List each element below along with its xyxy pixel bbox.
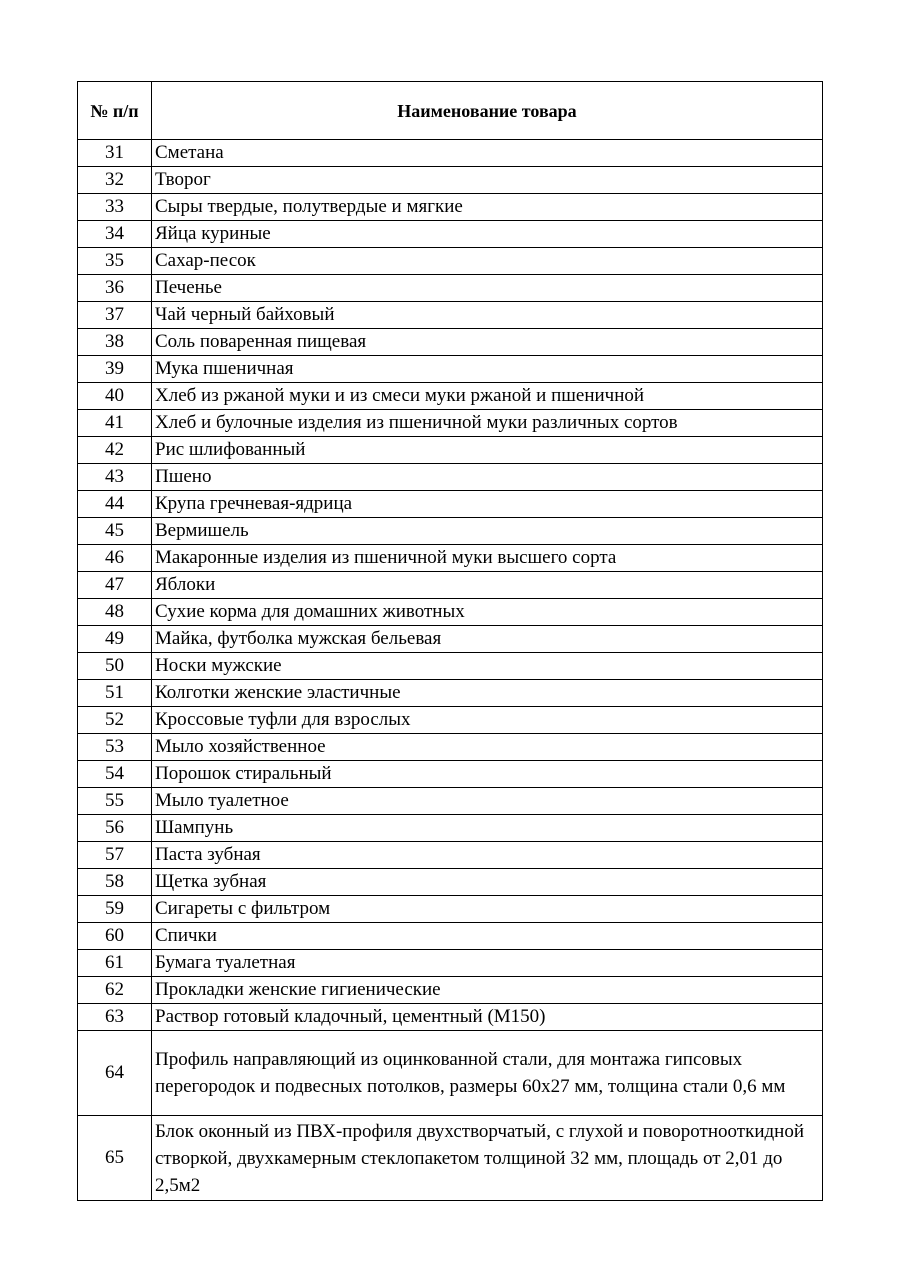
row-number: 60 — [78, 923, 152, 950]
table-row — [78, 383, 823, 410]
product-name: Блок оконный из ПВХ-профиля двухстворчатый, с глухой и поворотнооткидной створкой, двухкамерным стеклопакетом толщиной 32 мм, площадь от 2,01 до 2,5м2 — [152, 1116, 823, 1201]
product-name: Прокладки женские гигиенические — [152, 977, 823, 1004]
product-name: Вермишель — [152, 518, 823, 545]
product-name: Соль поваренная пищевая — [152, 329, 823, 356]
column-header-name: Наименование товара — [152, 82, 823, 140]
table-row — [78, 329, 823, 356]
row-number: 47 — [78, 572, 152, 599]
table-row — [78, 815, 823, 842]
table-row — [78, 437, 823, 464]
table-row — [78, 518, 823, 545]
table-header-row — [78, 82, 823, 140]
table-row — [78, 1116, 823, 1201]
row-number: 61 — [78, 950, 152, 977]
product-name: Паста зубная — [152, 842, 823, 869]
table-row — [78, 950, 823, 977]
row-number: 48 — [78, 599, 152, 626]
table-body — [78, 140, 823, 1201]
product-name: Яйца куриные — [152, 221, 823, 248]
table-row — [78, 572, 823, 599]
table-row — [78, 221, 823, 248]
table-row — [78, 464, 823, 491]
column-header-number: № п/п — [78, 82, 152, 140]
table-row — [78, 491, 823, 518]
table-row — [78, 356, 823, 383]
product-name: Колготки женские эластичные — [152, 680, 823, 707]
product-name: Профиль направляющий из оцинкованной стали, для монтажа гипсовых перегородок и подвесных потолков, размеры 60х27 мм, толщина стали 0,6 мм — [152, 1031, 823, 1116]
row-number: 59 — [78, 896, 152, 923]
table-row — [78, 896, 823, 923]
row-number: 43 — [78, 464, 152, 491]
row-number: 62 — [78, 977, 152, 1004]
product-name: Спички — [152, 923, 823, 950]
product-name: Порошок стиральный — [152, 761, 823, 788]
row-number: 46 — [78, 545, 152, 572]
product-name: Мыло хозяйственное — [152, 734, 823, 761]
row-number: 52 — [78, 707, 152, 734]
table-row — [78, 167, 823, 194]
table-row — [78, 923, 823, 950]
product-name: Печенье — [152, 275, 823, 302]
table-row — [78, 1004, 823, 1031]
product-name: Майка, футболка мужская бельевая — [152, 626, 823, 653]
product-name: Сахар-песок — [152, 248, 823, 275]
table-row — [78, 680, 823, 707]
table-row — [78, 653, 823, 680]
table-row — [78, 275, 823, 302]
product-name: Крупа гречневая-ядрица — [152, 491, 823, 518]
product-name: Сыры твердые, полутвердые и мягкие — [152, 194, 823, 221]
row-number: 58 — [78, 869, 152, 896]
table-row — [78, 1031, 823, 1116]
product-name: Хлеб и булочные изделия из пшеничной муки различных сортов — [152, 410, 823, 437]
goods-table — [77, 81, 823, 1201]
product-name: Бумага туалетная — [152, 950, 823, 977]
row-number: 37 — [78, 302, 152, 329]
row-number: 34 — [78, 221, 152, 248]
table-row — [78, 410, 823, 437]
row-number: 50 — [78, 653, 152, 680]
product-name: Макаронные изделия из пшеничной муки высшего сорта — [152, 545, 823, 572]
table-row — [78, 140, 823, 167]
table-row — [78, 707, 823, 734]
product-name: Яблоки — [152, 572, 823, 599]
row-number: 53 — [78, 734, 152, 761]
table-row — [78, 599, 823, 626]
table-row — [78, 734, 823, 761]
row-number: 36 — [78, 275, 152, 302]
product-name: Творог — [152, 167, 823, 194]
row-number: 45 — [78, 518, 152, 545]
row-number: 40 — [78, 383, 152, 410]
product-name: Мыло туалетное — [152, 788, 823, 815]
row-number: 64 — [78, 1031, 152, 1116]
row-number: 54 — [78, 761, 152, 788]
row-number: 41 — [78, 410, 152, 437]
row-number: 31 — [78, 140, 152, 167]
table-row — [78, 977, 823, 1004]
row-number: 35 — [78, 248, 152, 275]
table-row — [78, 194, 823, 221]
table-row — [78, 788, 823, 815]
product-name: Носки мужские — [152, 653, 823, 680]
product-name: Чай черный байховый — [152, 302, 823, 329]
row-number: 38 — [78, 329, 152, 356]
row-number: 33 — [78, 194, 152, 221]
table-row — [78, 626, 823, 653]
product-name: Щетка зубная — [152, 869, 823, 896]
product-name: Рис шлифованный — [152, 437, 823, 464]
table-row — [78, 869, 823, 896]
row-number: 32 — [78, 167, 152, 194]
product-name: Сухие корма для домашних животных — [152, 599, 823, 626]
row-number: 63 — [78, 1004, 152, 1031]
product-name: Кроссовые туфли для взрослых — [152, 707, 823, 734]
table-row — [78, 302, 823, 329]
table-row — [78, 545, 823, 572]
row-number: 65 — [78, 1116, 152, 1201]
row-number: 57 — [78, 842, 152, 869]
table-row — [78, 761, 823, 788]
product-name: Мука пшеничная — [152, 356, 823, 383]
row-number: 39 — [78, 356, 152, 383]
row-number: 49 — [78, 626, 152, 653]
product-name: Шампунь — [152, 815, 823, 842]
row-number: 51 — [78, 680, 152, 707]
product-name: Сметана — [152, 140, 823, 167]
table-row — [78, 248, 823, 275]
row-number: 44 — [78, 491, 152, 518]
product-name: Сигареты с фильтром — [152, 896, 823, 923]
product-name: Хлеб из ржаной муки и из смеси муки ржаной и пшеничной — [152, 383, 823, 410]
product-name: Раствор готовый кладочный, цементный (М150) — [152, 1004, 823, 1031]
row-number: 55 — [78, 788, 152, 815]
product-name: Пшено — [152, 464, 823, 491]
row-number: 56 — [78, 815, 152, 842]
row-number: 42 — [78, 437, 152, 464]
table-row — [78, 842, 823, 869]
